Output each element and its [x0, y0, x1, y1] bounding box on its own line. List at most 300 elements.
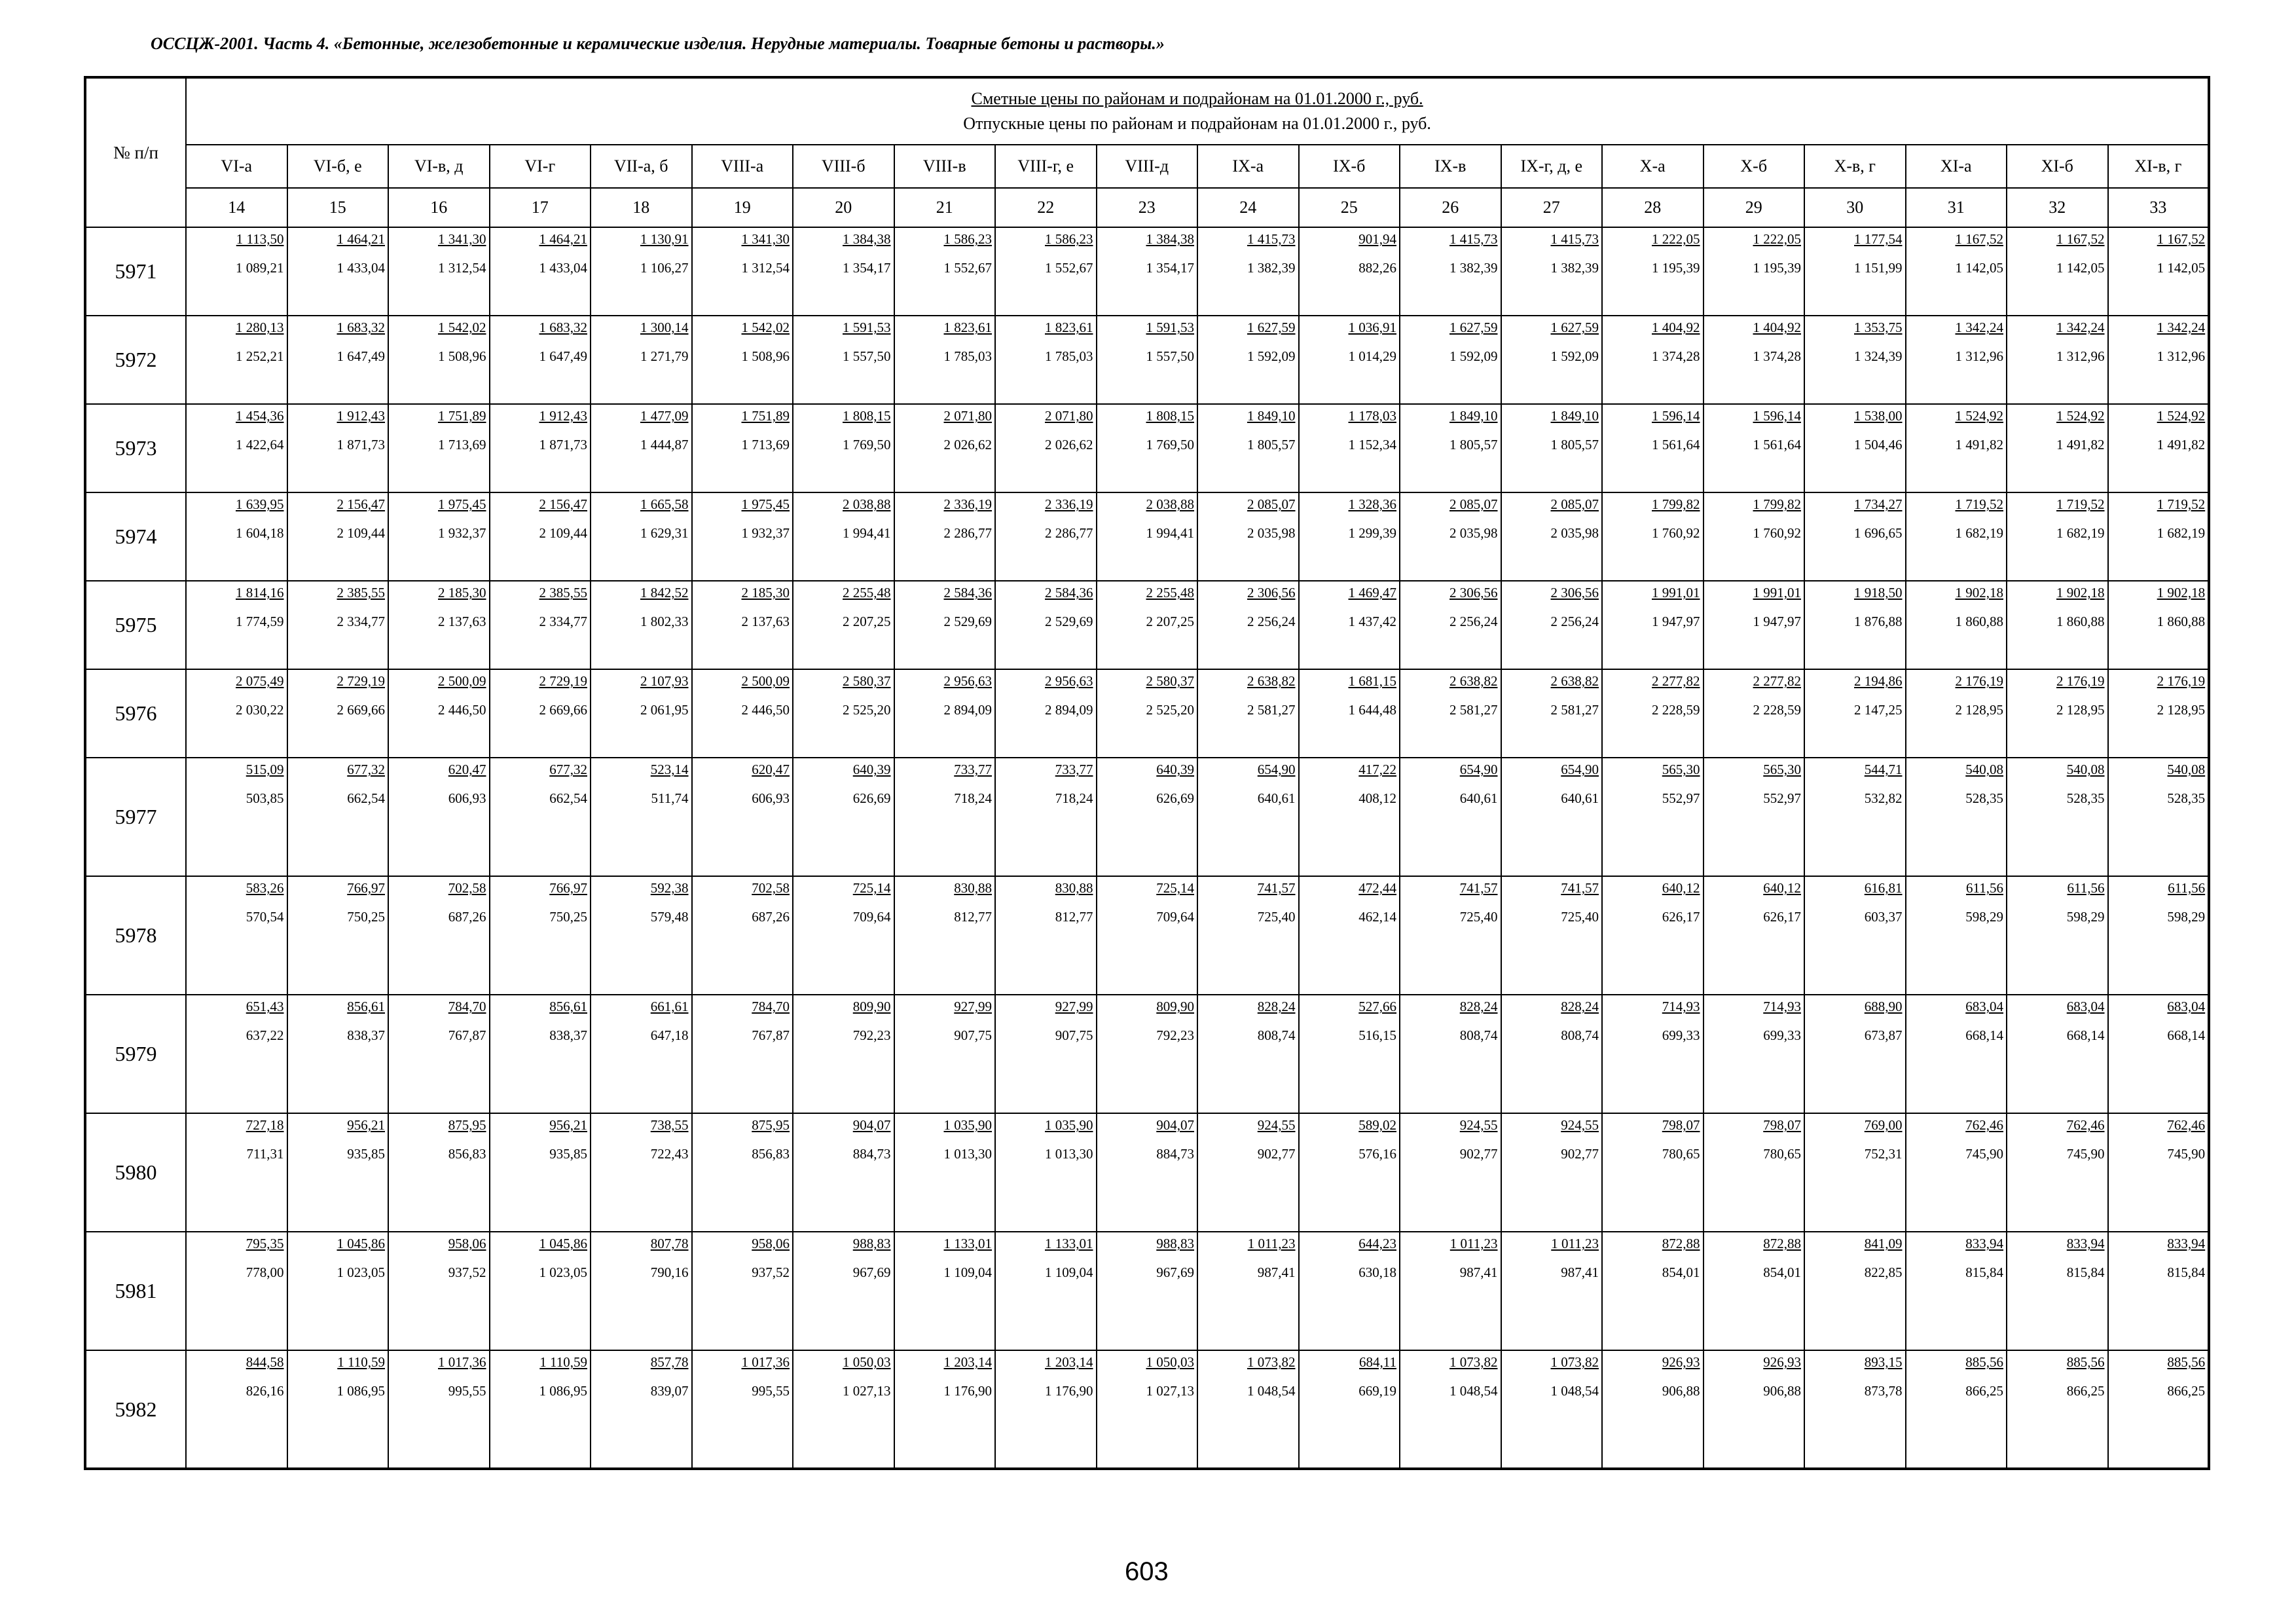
estimate-price: 2 156,47 — [337, 496, 385, 512]
price-cell — [287, 669, 389, 758]
release-price: 626,17 — [1763, 909, 1801, 925]
price-table — [84, 76, 2210, 1470]
release-price: 1 871,73 — [337, 437, 385, 452]
release-price: 579,48 — [650, 909, 689, 925]
price-cell — [1400, 995, 1501, 1113]
estimate-price: 2 176,19 — [2056, 673, 2105, 689]
estimate-price: 1 814,16 — [236, 585, 284, 600]
release-price: 1 106,27 — [640, 260, 689, 276]
region-header: XI-б — [2007, 145, 2108, 188]
release-price: 1 805,57 — [1449, 437, 1498, 452]
release-price: 552,97 — [1763, 790, 1801, 806]
estimate-price: 2 038,88 — [843, 496, 891, 512]
price-cell — [1906, 492, 2007, 581]
release-price: 780,65 — [1662, 1146, 1700, 1162]
release-price: 687,26 — [448, 909, 486, 925]
estimate-price: 616,81 — [1864, 880, 1903, 896]
release-price: 2 334,77 — [539, 614, 587, 629]
price-cell — [1906, 758, 2007, 876]
price-cell — [2108, 492, 2210, 581]
price-cell — [591, 995, 692, 1113]
price-cell — [388, 1113, 490, 1232]
price-cell — [1804, 581, 1906, 669]
release-price: 1 437,42 — [1348, 614, 1396, 629]
price-cell — [692, 876, 793, 995]
estimate-price: 725,14 — [852, 880, 891, 896]
release-price: 2 228,59 — [1652, 702, 1700, 718]
price-cell — [1097, 404, 1198, 492]
price-cell — [2007, 492, 2108, 581]
release-price: 647,18 — [650, 1027, 689, 1043]
estimate-price: 1 524,92 — [2056, 408, 2105, 424]
release-price: 1 785,03 — [1045, 348, 1093, 364]
price-cell — [1704, 492, 1805, 581]
release-price: 552,97 — [1662, 790, 1700, 806]
estimate-price: 1 639,95 — [236, 496, 284, 512]
price-cell — [2108, 581, 2210, 669]
estimate-price: 2 385,55 — [337, 585, 385, 600]
price-cell — [995, 492, 1097, 581]
column-number: 32 — [2007, 188, 2108, 227]
estimate-price: 1 280,13 — [236, 320, 284, 335]
release-price: 718,24 — [954, 790, 992, 806]
release-price: 598,29 — [2066, 909, 2105, 925]
price-cell — [287, 995, 389, 1113]
estimate-price: 1 177,54 — [1854, 231, 1903, 247]
release-price: 1 109,04 — [1045, 1264, 1093, 1280]
release-price: 2 256,24 — [1449, 614, 1498, 629]
estimate-price: 2 107,93 — [640, 673, 689, 689]
release-price: 1 382,39 — [1247, 260, 1296, 276]
release-price: 2 030,22 — [236, 702, 284, 718]
release-price: 935,85 — [347, 1146, 385, 1162]
price-cell — [287, 1113, 389, 1232]
release-price: 1 048,54 — [1247, 1383, 1296, 1399]
estimate-price: 1 719,52 — [2056, 496, 2105, 512]
estimate-price: 1 341,30 — [438, 231, 486, 247]
estimate-price: 1 542,02 — [741, 320, 790, 335]
price-cell — [287, 581, 389, 669]
price-cell — [591, 1232, 692, 1350]
price-cell — [1906, 876, 2007, 995]
release-price: 1 382,39 — [1550, 260, 1599, 276]
price-cell — [1704, 995, 1805, 1113]
estimate-price: 885,56 — [2167, 1354, 2206, 1370]
price-cell — [1299, 995, 1400, 1113]
price-cell — [1197, 669, 1299, 758]
price-cell — [1906, 669, 2007, 758]
price-cell — [186, 492, 287, 581]
price-cell — [1501, 1350, 1603, 1469]
estimate-price: 1 823,61 — [1045, 320, 1093, 335]
estimate-price: 830,88 — [1055, 880, 1093, 896]
estimate-price: 857,78 — [650, 1354, 689, 1370]
estimate-price: 1 596,14 — [1753, 408, 1801, 424]
price-cell — [1299, 316, 1400, 404]
estimate-price: 1 073,82 — [1247, 1354, 1296, 1370]
column-number: 24 — [1197, 188, 1299, 227]
column-number: 31 — [1906, 188, 2007, 227]
estimate-price: 527,66 — [1358, 999, 1396, 1014]
price-cell — [995, 669, 1097, 758]
region-header: IX-а — [1197, 145, 1299, 188]
release-price: 1 312,96 — [1955, 348, 2003, 364]
estimate-price: 1 342,24 — [1955, 320, 2003, 335]
estimate-price: 661,61 — [650, 999, 689, 1014]
estimate-price: 654,90 — [1561, 762, 1599, 777]
estimate-price: 1 627,59 — [1449, 320, 1498, 335]
price-cell — [591, 758, 692, 876]
release-price: 856,83 — [752, 1146, 790, 1162]
release-price: 1 552,67 — [943, 260, 992, 276]
price-cell — [1299, 1232, 1400, 1350]
price-cell — [793, 995, 894, 1113]
release-price: 408,12 — [1358, 790, 1396, 806]
release-price: 745,90 — [2066, 1146, 2105, 1162]
estimate-price: 1 902,18 — [2056, 585, 2105, 600]
price-cell — [995, 1232, 1097, 1350]
release-price: 1 089,21 — [236, 260, 284, 276]
release-price: 1 491,82 — [1955, 437, 2003, 452]
release-price: 1 682,19 — [2056, 525, 2105, 541]
release-price: 2 669,66 — [337, 702, 385, 718]
release-price: 2 286,77 — [943, 525, 992, 541]
estimate-price: 1 133,01 — [1045, 1236, 1093, 1251]
price-cell — [793, 227, 894, 316]
price-cell — [2007, 1232, 2108, 1350]
price-cell — [2108, 669, 2210, 758]
estimate-price: 1 017,36 — [741, 1354, 790, 1370]
estimate-price: 2 176,19 — [1955, 673, 2003, 689]
estimate-price: 417,22 — [1358, 762, 1396, 777]
release-price: 662,54 — [549, 790, 587, 806]
estimate-price: 872,88 — [1763, 1236, 1801, 1251]
release-price: 1 013,30 — [943, 1146, 992, 1162]
estimate-price: 620,47 — [752, 762, 790, 777]
release-price: 1 696,65 — [1854, 525, 1903, 541]
estimate-price: 1 902,18 — [2157, 585, 2206, 600]
price-cell — [793, 669, 894, 758]
price-cell — [1097, 669, 1198, 758]
price-cell — [591, 316, 692, 404]
price-cell — [894, 669, 996, 758]
estimate-price: 683,04 — [2066, 999, 2105, 1014]
estimate-price: 1 011,23 — [1551, 1236, 1599, 1251]
release-price: 516,15 — [1358, 1027, 1396, 1043]
estimate-price: 583,26 — [246, 880, 284, 896]
release-price: 854,01 — [1662, 1264, 1700, 1280]
price-cell — [1906, 1113, 2007, 1232]
release-price: 1 860,88 — [2056, 614, 2105, 629]
release-price: 854,01 — [1763, 1264, 1801, 1280]
release-price: 906,88 — [1763, 1383, 1801, 1399]
release-price: 1 152,34 — [1348, 437, 1396, 452]
estimate-price: 1 799,82 — [1652, 496, 1700, 512]
release-price: 1 312,96 — [2056, 348, 2105, 364]
price-cell — [1197, 404, 1299, 492]
release-price: 1 871,73 — [539, 437, 587, 452]
release-price: 668,14 — [1965, 1027, 2003, 1043]
price-cell — [490, 758, 591, 876]
release-price: 626,69 — [852, 790, 891, 806]
estimate-price: 924,55 — [1459, 1117, 1498, 1133]
estimate-price: 1 035,90 — [1045, 1117, 1093, 1133]
estimate-price: 1 524,92 — [2157, 408, 2206, 424]
estimate-price: 875,95 — [448, 1117, 486, 1133]
region-header: XI-в, г — [2108, 145, 2210, 188]
release-price: 1 760,92 — [1753, 525, 1801, 541]
price-cell — [894, 404, 996, 492]
price-cell — [2007, 1350, 2108, 1469]
price-cell — [793, 1232, 894, 1350]
price-cell — [1097, 581, 1198, 669]
estimate-price: 733,77 — [1055, 762, 1093, 777]
price-cell — [1400, 1232, 1501, 1350]
release-price: 711,31 — [246, 1146, 284, 1162]
estimate-price: 727,18 — [246, 1117, 284, 1133]
region-header: X-а — [1602, 145, 1704, 188]
price-cell — [1501, 876, 1603, 995]
release-price: 812,77 — [1055, 909, 1093, 925]
estimate-price: 927,99 — [954, 999, 992, 1014]
price-cell — [388, 1232, 490, 1350]
estimate-price: 988,83 — [852, 1236, 891, 1251]
price-cell — [1197, 581, 1299, 669]
release-price: 1 312,54 — [438, 260, 486, 276]
estimate-price: 2 956,63 — [1045, 673, 1093, 689]
price-cell — [1804, 404, 1906, 492]
price-cell — [1299, 1113, 1400, 1232]
release-price: 511,74 — [651, 790, 689, 806]
estimate-price: 592,38 — [650, 880, 689, 896]
estimate-price: 2 185,30 — [741, 585, 790, 600]
estimate-price: 540,08 — [2167, 762, 2206, 777]
row-number: 5981 — [85, 1232, 186, 1350]
price-cell — [1704, 581, 1805, 669]
price-cell — [591, 1113, 692, 1232]
price-cell — [1906, 316, 2007, 404]
estimate-price: 1 849,10 — [1247, 408, 1296, 424]
price-cell — [388, 404, 490, 492]
estimate-price: 654,90 — [1459, 762, 1498, 777]
release-price: 1 433,04 — [539, 260, 587, 276]
release-price: 462,14 — [1358, 909, 1396, 925]
price-cell — [692, 316, 793, 404]
price-cell — [894, 758, 996, 876]
estimate-price: 1 133,01 — [943, 1236, 992, 1251]
estimate-price: 2 075,49 — [236, 673, 284, 689]
release-price: 1 086,95 — [539, 1383, 587, 1399]
price-cell — [2007, 995, 2108, 1113]
estimate-price: 828,24 — [1459, 999, 1498, 1014]
price-cell — [2108, 758, 2210, 876]
release-price: 1 142,05 — [2157, 260, 2206, 276]
release-price: 1 176,90 — [943, 1383, 992, 1399]
price-cell — [894, 492, 996, 581]
release-price: 687,26 — [752, 909, 790, 925]
release-price: 792,23 — [1156, 1027, 1194, 1043]
estimate-price: 1 110,59 — [337, 1354, 385, 1370]
release-price: 987,41 — [1459, 1264, 1498, 1280]
estimate-price: 1 683,32 — [539, 320, 587, 335]
price-cell — [186, 316, 287, 404]
release-price: 2 581,27 — [1247, 702, 1296, 718]
release-price: 2 128,95 — [2157, 702, 2206, 718]
release-price: 902,77 — [1459, 1146, 1498, 1162]
release-price: 1 374,28 — [1652, 348, 1700, 364]
release-price: 2 256,24 — [1247, 614, 1296, 629]
estimate-price: 1 050,03 — [1146, 1354, 1194, 1370]
estimate-price: 1 415,73 — [1449, 231, 1498, 247]
price-cell — [1400, 669, 1501, 758]
price-cell — [1400, 492, 1501, 581]
release-price: 1 354,17 — [1146, 260, 1194, 276]
release-price: 1 433,04 — [337, 260, 385, 276]
release-price: 1 048,54 — [1550, 1383, 1599, 1399]
region-header: IX-г, д, е — [1501, 145, 1603, 188]
price-cell — [1400, 876, 1501, 995]
price-cell — [1906, 995, 2007, 1113]
estimate-price: 1 719,52 — [1955, 496, 2003, 512]
release-price: 2 446,50 — [438, 702, 486, 718]
estimate-price: 1 808,15 — [1146, 408, 1194, 424]
estimate-price: 1 912,43 — [539, 408, 587, 424]
price-cell — [186, 669, 287, 758]
row-number: 5974 — [85, 492, 186, 581]
estimate-price: 830,88 — [954, 880, 992, 896]
column-number: 27 — [1501, 188, 1603, 227]
price-cell — [591, 581, 692, 669]
release-price: 1 312,96 — [2157, 348, 2206, 364]
row-number: 5972 — [85, 316, 186, 404]
row-number: 5977 — [85, 758, 186, 876]
price-cell — [1704, 758, 1805, 876]
price-cell — [793, 492, 894, 581]
release-price: 1 444,87 — [640, 437, 689, 452]
estimate-price: 828,24 — [1561, 999, 1599, 1014]
price-cell — [1602, 227, 1704, 316]
estimate-price: 1 036,91 — [1348, 320, 1396, 335]
estimate-price: 683,04 — [1965, 999, 2003, 1014]
price-cell — [1299, 581, 1400, 669]
estimate-price: 620,47 — [448, 762, 486, 777]
title-release-prices: Отпускные цены по районам и подрайонам на 01.01.2000 г., руб. — [963, 114, 1431, 133]
price-cell — [1501, 316, 1603, 404]
release-price: 1 142,05 — [1955, 260, 2003, 276]
region-header: VII-а, б — [591, 145, 692, 188]
price-cell — [1704, 404, 1805, 492]
price-cell — [894, 316, 996, 404]
estimate-price: 1 178,03 — [1348, 408, 1396, 424]
estimate-price: 1 404,92 — [1652, 320, 1700, 335]
estimate-price: 2 638,82 — [1550, 673, 1599, 689]
estimate-price: 1 751,89 — [741, 408, 790, 424]
price-cell — [1400, 227, 1501, 316]
price-cell — [186, 1113, 287, 1232]
estimate-price: 809,90 — [1156, 999, 1194, 1014]
release-price: 1 604,18 — [236, 525, 284, 541]
release-price: 2 207,25 — [843, 614, 891, 629]
estimate-price: 2 584,36 — [1045, 585, 1093, 600]
row-number: 5978 — [85, 876, 186, 995]
release-price: 1 491,82 — [2056, 437, 2105, 452]
estimate-price: 828,24 — [1257, 999, 1296, 1014]
release-price: 2 894,09 — [943, 702, 992, 718]
region-header: VI-в, д — [388, 145, 490, 188]
row-number: 5973 — [85, 404, 186, 492]
row-number: 5975 — [85, 581, 186, 669]
estimate-price: 1 734,27 — [1854, 496, 1903, 512]
release-price: 528,35 — [2167, 790, 2206, 806]
price-cell — [1704, 1113, 1805, 1232]
estimate-price: 1 113,50 — [236, 231, 284, 247]
price-cell — [2108, 1232, 2210, 1350]
estimate-price: 766,97 — [347, 880, 385, 896]
price-cell — [591, 1350, 692, 1469]
price-cell — [1602, 404, 1704, 492]
estimate-price: 515,09 — [246, 762, 284, 777]
release-price: 808,74 — [1459, 1027, 1498, 1043]
release-price: 709,64 — [1156, 909, 1194, 925]
estimate-price: 1 222,05 — [1753, 231, 1801, 247]
release-price: 1 769,50 — [1146, 437, 1194, 452]
price-cell — [894, 1113, 996, 1232]
release-price: 668,14 — [2066, 1027, 2105, 1043]
price-cell — [490, 1350, 591, 1469]
price-cell — [1704, 1232, 1805, 1350]
price-cell — [692, 995, 793, 1113]
estimate-price: 683,04 — [2167, 999, 2206, 1014]
price-cell — [1602, 758, 1704, 876]
column-number: 20 — [793, 188, 894, 227]
estimate-price: 2 638,82 — [1449, 673, 1498, 689]
price-cell — [894, 995, 996, 1113]
price-cell — [388, 581, 490, 669]
price-cell — [186, 1350, 287, 1469]
release-price: 866,25 — [2167, 1383, 2206, 1399]
price-cell — [1097, 995, 1198, 1113]
num-header: № п/п — [85, 77, 186, 227]
price-cell — [1097, 1350, 1198, 1469]
price-cell — [186, 404, 287, 492]
price-cell — [490, 1113, 591, 1232]
estimate-price: 766,97 — [549, 880, 587, 896]
price-cell — [692, 581, 793, 669]
release-price: 1 713,69 — [438, 437, 486, 452]
price-cell — [692, 758, 793, 876]
price-cell — [1602, 669, 1704, 758]
release-price: 699,33 — [1662, 1027, 1700, 1043]
release-price: 2 128,95 — [2056, 702, 2105, 718]
estimate-price: 1 342,24 — [2157, 320, 2206, 335]
region-header-row — [85, 145, 2209, 188]
estimate-price: 2 306,56 — [1247, 585, 1296, 600]
price-cell — [2007, 404, 2108, 492]
column-number: 19 — [692, 188, 793, 227]
price-cell — [490, 581, 591, 669]
release-price: 2 525,20 — [1146, 702, 1194, 718]
price-cell — [1501, 1113, 1603, 1232]
estimate-price: 1 477,09 — [640, 408, 689, 424]
estimate-price: 688,90 — [1864, 999, 1903, 1014]
price-cell — [1704, 669, 1805, 758]
price-cell — [1804, 492, 1906, 581]
price-cell — [1704, 316, 1805, 404]
estimate-price: 872,88 — [1662, 1236, 1700, 1251]
price-cell — [490, 316, 591, 404]
estimate-price: 523,14 — [650, 762, 689, 777]
estimate-price: 640,12 — [1662, 880, 1700, 896]
